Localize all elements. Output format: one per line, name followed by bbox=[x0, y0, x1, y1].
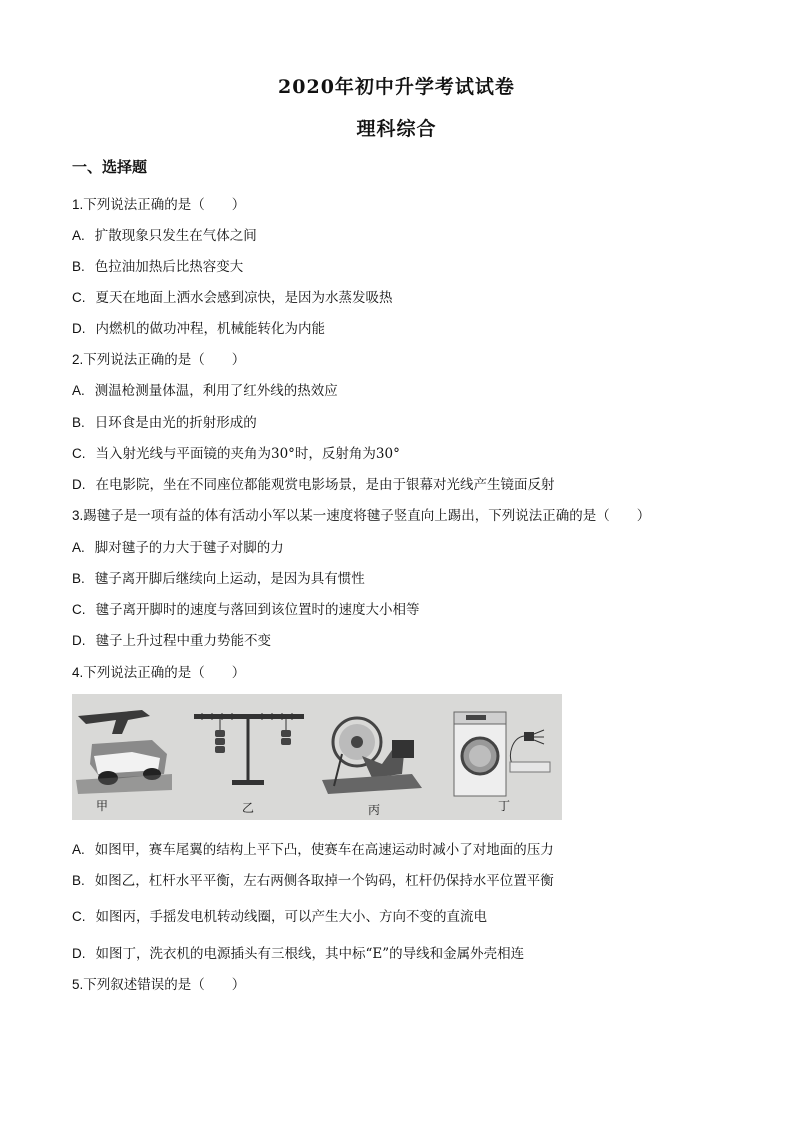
option-text: 扩散现象只发生在气体之间 bbox=[94, 228, 257, 244]
q2-option-c bbox=[72, 442, 400, 462]
option-text: 夏天在地面上洒水会感到凉快，是因为水蒸发吸热 bbox=[95, 290, 393, 306]
option-text: 如图丁，洗衣机的电源插头有三根线，其中标“E”的导线和金属外壳相连 bbox=[95, 946, 525, 962]
option-text: 毽子离开脚时的速度与落回到该位置时的速度大小相等 bbox=[95, 602, 420, 618]
option-text: 日环食是由光的折射形成的 bbox=[94, 415, 257, 431]
q1-option-c bbox=[72, 286, 393, 306]
q2-option-a bbox=[72, 379, 338, 399]
option-label: B. bbox=[72, 415, 85, 430]
option-label: D. bbox=[72, 321, 86, 336]
question-4-figure bbox=[72, 694, 562, 820]
q1-option-b bbox=[72, 255, 243, 275]
hand-crank-generator-illustration bbox=[322, 718, 422, 794]
option-label: A. bbox=[72, 383, 85, 398]
caption-bing: 丙 bbox=[368, 803, 381, 817]
q4-option-b bbox=[72, 869, 554, 889]
option-text: 如图甲，赛车尾翼的结构上平下凸，使赛车在高速运动时减小了对地面的压力 bbox=[94, 842, 554, 858]
q3-option-b bbox=[72, 567, 365, 587]
option-text: 在电影院，坐在不同座位都能观赏电影场景，是由于银幕对光线产生镜面反射 bbox=[95, 477, 555, 493]
option-label: C. bbox=[72, 290, 86, 305]
option-label: B. bbox=[72, 571, 85, 586]
race-car-illustration bbox=[76, 710, 172, 794]
option-label: B. bbox=[72, 259, 85, 274]
option-label: A. bbox=[72, 228, 85, 243]
caption-jia: 甲 bbox=[96, 799, 109, 813]
q4-option-c bbox=[72, 905, 487, 925]
question-1-stem: 1.下列说法正确的是（ ） bbox=[72, 197, 246, 212]
option-text: 毽子离开脚后继续向上运动，是因为具有惯性 bbox=[94, 571, 365, 587]
option-label: B. bbox=[72, 873, 85, 888]
q3-option-c bbox=[72, 598, 420, 618]
option-label: D. bbox=[72, 633, 86, 648]
option-label: D. bbox=[72, 477, 86, 492]
q3-option-d bbox=[72, 629, 271, 649]
q2-option-b bbox=[72, 411, 257, 431]
exam-title: 2020年初中升学考试试卷 bbox=[278, 76, 515, 98]
washing-machine-illustration bbox=[454, 712, 550, 796]
option-label: A. bbox=[72, 842, 85, 857]
caption-ding: 丁 bbox=[498, 799, 511, 813]
q4-option-d bbox=[72, 942, 524, 962]
option-label: D. bbox=[72, 946, 86, 961]
question-4-stem: 4.下列说法正确的是（ ） bbox=[72, 665, 246, 680]
option-text: 毽子上升过程中重力势能不变 bbox=[95, 633, 271, 649]
q2-option-d bbox=[72, 473, 555, 493]
caption-yi: 乙 bbox=[242, 801, 255, 815]
option-text: 如图丙，手摇发电机转动线圈，可以产生大小、方向不变的直流电 bbox=[95, 909, 487, 925]
option-text: 如图乙，杠杆水平平衡，左右两侧各取掉一个钩码，杠杆仍保持水平位置平衡 bbox=[94, 873, 554, 889]
option-label: A. bbox=[72, 540, 85, 555]
option-label: C. bbox=[72, 602, 86, 617]
q1-option-d bbox=[72, 317, 325, 337]
option-text: 色拉油加热后比热容变大 bbox=[94, 259, 244, 275]
option-text: 内燃机的做功冲程，机械能转化为内能 bbox=[95, 321, 325, 337]
option-label: C. bbox=[72, 909, 86, 924]
exam-subtitle: 理科综合 bbox=[356, 118, 437, 140]
question-2-stem: 2.下列说法正确的是（ ） bbox=[72, 352, 246, 367]
question-3-stem: 3.踢毽子是一项有益的体有活动小军以某一速度将毽子竖直向上踢出，下列说法正确的是（ ） bbox=[72, 508, 651, 523]
q4-option-a bbox=[72, 838, 554, 858]
option-text: 测温枪测量体温，利用了红外线的热效应 bbox=[94, 383, 338, 399]
q1-option-a bbox=[72, 224, 257, 244]
q3-option-a bbox=[72, 536, 284, 556]
lever-balance-illustration bbox=[194, 713, 304, 785]
option-text: 脚对毽子的力大于毽子对脚的力 bbox=[94, 540, 284, 556]
option-label: C. bbox=[72, 446, 86, 461]
option-text: 当入射光线与平面镜的夹角为30°时，反射角为30° bbox=[95, 446, 400, 462]
question-5-stem: 5.下列叙述错误的是（ ） bbox=[72, 977, 246, 992]
section-heading: 一、选择题 bbox=[72, 158, 148, 176]
